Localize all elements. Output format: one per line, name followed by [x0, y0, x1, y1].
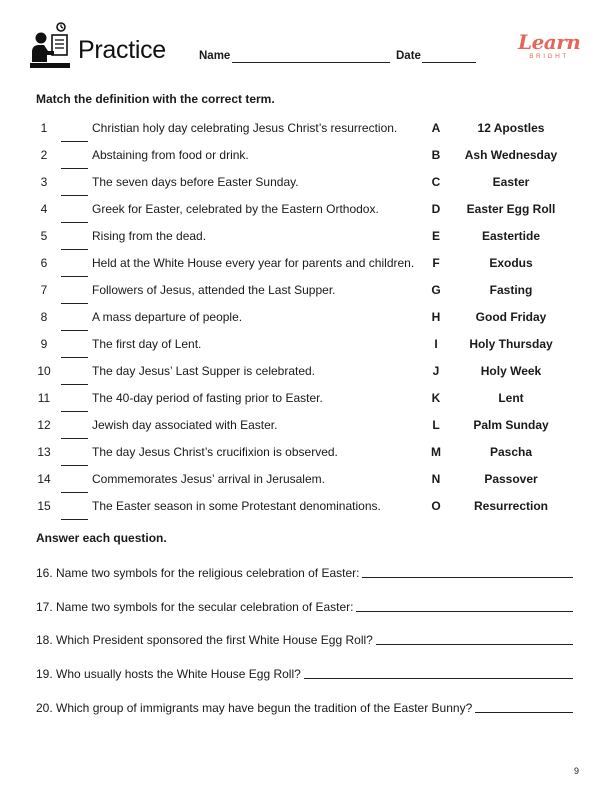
- term-letter: M: [431, 445, 441, 459]
- answer-blank[interactable]: [61, 519, 88, 520]
- question-row: [36, 699, 573, 715]
- answer-line[interactable]: [304, 678, 573, 679]
- item-number: 4: [40, 202, 48, 216]
- term-letter: E: [431, 229, 440, 243]
- term-letter: J: [432, 364, 440, 378]
- answer-blank[interactable]: [61, 465, 88, 466]
- definition-text: The first day of Lent.: [92, 337, 202, 351]
- term-text: Pascha: [489, 445, 533, 459]
- term-text: Palm Sunday: [473, 418, 549, 432]
- match-row: [0, 472, 612, 499]
- matching-instruction: Match the definition with the correct term.: [36, 92, 275, 106]
- term-text: Holy Thursday: [469, 337, 553, 351]
- definition-text: The 40-day period of fasting prior to Easter.: [92, 391, 323, 405]
- answer-line[interactable]: [356, 611, 573, 612]
- definition-text: The day Jesus’ Last Supper is celebrated.: [92, 364, 316, 378]
- item-number: 13: [37, 445, 51, 459]
- term-letter: L: [432, 418, 440, 432]
- question-text: 18. Which President sponsored the first White House Egg Roll?: [36, 633, 373, 647]
- item-number: 1: [40, 121, 48, 135]
- definition-text: The seven days before Easter Sunday.: [92, 175, 299, 189]
- term-text: Holy Week: [480, 364, 542, 378]
- learn-bright-logo: [518, 30, 580, 64]
- term-letter: C: [431, 175, 441, 189]
- question-row: [36, 665, 573, 681]
- term-text: Exodus: [489, 256, 533, 270]
- answer-blank[interactable]: [61, 222, 88, 223]
- term-letter: G: [431, 283, 441, 297]
- definition-text: Held at the White House every year for parents and children.: [92, 256, 415, 270]
- item-number: 3: [40, 175, 48, 189]
- term-letter: H: [431, 310, 441, 324]
- page-number: 9: [574, 766, 580, 776]
- answer-blank[interactable]: [61, 357, 88, 358]
- answer-blank[interactable]: [61, 303, 88, 304]
- term-text: Lent: [498, 391, 524, 405]
- answer-blank[interactable]: [61, 141, 88, 142]
- question-row: [36, 564, 573, 580]
- item-number: 2: [40, 148, 48, 162]
- term-text: Resurrection: [473, 499, 549, 513]
- term-letter: A: [431, 121, 441, 135]
- answer-blank[interactable]: [61, 492, 88, 493]
- page-title: Practice: [78, 36, 166, 64]
- term-letter: K: [431, 391, 441, 405]
- definition-text: The Easter season in some Protestant denominations.: [92, 499, 381, 513]
- term-letter: O: [431, 499, 441, 513]
- match-row: [0, 310, 612, 337]
- term-text: Ash Wednesday: [464, 148, 558, 162]
- match-row: [0, 391, 612, 418]
- match-row: [0, 229, 612, 256]
- date-field[interactable]: [422, 62, 476, 63]
- definition-text: The day Jesus Christ’s crucifixion is observed.: [92, 445, 338, 459]
- item-number: 11: [37, 391, 51, 405]
- definition-text: Rising from the dead.: [92, 229, 207, 243]
- term-letter: I: [434, 337, 438, 351]
- presenter-icon: [30, 22, 72, 70]
- definition-text: Jewish day associated with Easter.: [92, 418, 278, 432]
- name-field[interactable]: [232, 62, 390, 63]
- answer-blank[interactable]: [61, 384, 88, 385]
- item-number: 5: [40, 229, 48, 243]
- answer-blank[interactable]: [61, 168, 88, 169]
- question-text: 16. Name two symbols for the religious celebration of Easter:: [36, 566, 360, 580]
- item-number: 12: [37, 418, 51, 432]
- match-row: [0, 337, 612, 364]
- term-letter: N: [431, 472, 441, 486]
- match-row: [0, 121, 612, 148]
- term-text: Easter: [492, 175, 530, 189]
- question-row: [36, 598, 573, 614]
- match-row: [0, 499, 612, 526]
- match-row: [0, 445, 612, 472]
- item-number: 8: [40, 310, 48, 324]
- answer-blank[interactable]: [61, 249, 88, 250]
- item-number: 9: [40, 337, 48, 351]
- term-text: Fasting: [489, 283, 533, 297]
- term-text: Eastertide: [481, 229, 541, 243]
- match-row: [0, 364, 612, 391]
- term-letter: B: [431, 148, 441, 162]
- match-row: [0, 148, 612, 175]
- term-text: Easter Egg Roll: [466, 202, 556, 216]
- item-number: 7: [40, 283, 48, 297]
- term-letter: D: [431, 202, 441, 216]
- item-number: 10: [37, 364, 51, 378]
- question-row: [36, 631, 573, 647]
- answer-blank[interactable]: [61, 330, 88, 331]
- match-row: [0, 256, 612, 283]
- match-row: [0, 418, 612, 445]
- definition-text: A mass departure of people.: [92, 310, 243, 324]
- definition-text: Followers of Jesus, attended the Last Supper.: [92, 283, 336, 297]
- answer-blank[interactable]: [61, 276, 88, 277]
- item-number: 14: [37, 472, 51, 486]
- term-text: Good Friday: [475, 310, 547, 324]
- questions-instruction: Answer each question.: [36, 531, 167, 545]
- definition-text: Abstaining from food or drink.: [92, 148, 249, 162]
- match-row: [0, 283, 612, 310]
- item-number: 15: [37, 499, 51, 513]
- question-text: 19. Who usually hosts the White House Egg Roll?: [36, 667, 301, 681]
- date-label: Date: [396, 50, 421, 62]
- answer-line[interactable]: [362, 577, 573, 578]
- question-text: 20. Which group of immigrants may have begun the tradition of the Easter Bunny?: [36, 701, 473, 715]
- term-text: Passover: [484, 472, 538, 486]
- answer-blank[interactable]: [61, 195, 88, 196]
- question-text: 17. Name two symbols for the secular celebration of Easter:: [36, 600, 354, 614]
- item-number: 6: [40, 256, 48, 270]
- term-text: 12 Apostles: [477, 121, 545, 135]
- answer-line[interactable]: [376, 644, 573, 645]
- definition-text: Commemorates Jesus’ arrival in Jerusalem.: [92, 472, 325, 486]
- logo-sub: BRIGHT: [529, 53, 569, 60]
- match-row: [0, 175, 612, 202]
- match-row: [0, 202, 612, 229]
- answer-blank[interactable]: [61, 438, 88, 439]
- term-letter: F: [432, 256, 440, 270]
- logo-word: Learn: [518, 30, 581, 54]
- definition-text: Greek for Easter, celebrated by the Eastern Orthodox.: [92, 202, 379, 216]
- answer-blank[interactable]: [61, 411, 88, 412]
- name-label: Name: [199, 50, 231, 62]
- answer-line[interactable]: [475, 712, 573, 713]
- definition-text: Christian holy day celebrating Jesus Christ’s resurrection.: [92, 121, 398, 135]
